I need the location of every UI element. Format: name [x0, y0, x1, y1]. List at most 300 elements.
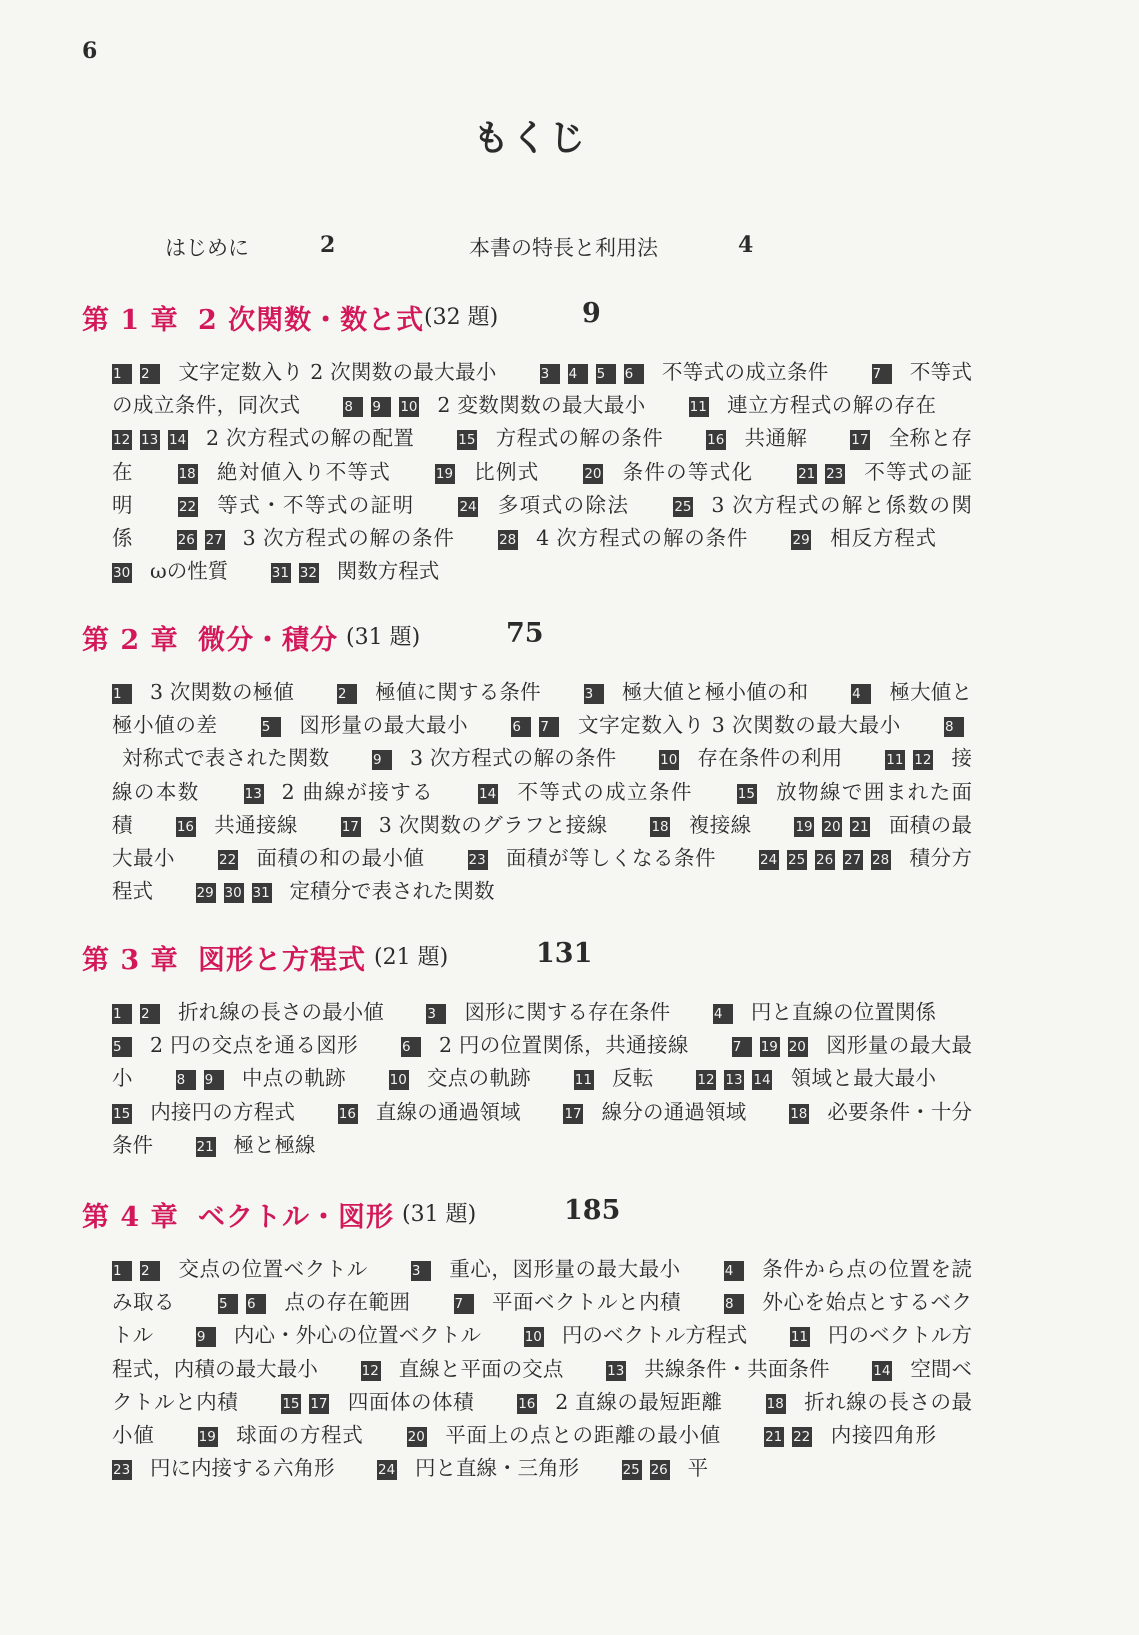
- chapter-problem-count: (32 題): [424, 305, 499, 330]
- problem-number-badge: 22: [219, 852, 237, 869]
- problem-numbers: [872, 360, 900, 384]
- problem-number-badge: 16: [707, 432, 725, 449]
- problem-numbers: [540, 360, 652, 384]
- problem-number-badge: 4: [851, 684, 871, 704]
- entry-title: 対称式で表された関数: [122, 746, 330, 771]
- entry-title: 放物線で囲まれた面積: [112, 779, 972, 837]
- problem-numbers: [377, 1456, 405, 1480]
- problem-number-badge: 7: [539, 717, 559, 737]
- problem-numbers: [724, 1257, 752, 1281]
- toc-entry[interactable]: [791, 526, 972, 550]
- entry-title: 平面ベクトルと内積: [491, 1290, 681, 1315]
- entry-title: 相反方程式: [829, 526, 936, 551]
- entry-title: 平: [687, 1456, 709, 1481]
- toc-entry[interactable]: [411, 1257, 717, 1281]
- problem-number-badge: 6: [246, 1294, 266, 1314]
- chapter-entries: [112, 996, 972, 1162]
- problem-number-badge: 22: [178, 498, 197, 515]
- toc-entry[interactable]: [112, 680, 330, 704]
- entry-title: 不等式の証明: [112, 459, 972, 517]
- front-matter-label[interactable]: はじめに: [165, 236, 249, 260]
- toc-entry[interactable]: [112, 1257, 404, 1281]
- problem-number-badge: 25: [622, 1462, 640, 1479]
- problem-numbers: [673, 493, 701, 517]
- problem-numbers: [196, 879, 280, 903]
- problem-number-badge: 3: [426, 1004, 446, 1024]
- problem-numbers: [706, 426, 734, 450]
- problem-number-badge: 1: [112, 364, 132, 384]
- entry-title: 反転: [611, 1066, 654, 1091]
- entry-title: 絶対値入り不等式: [215, 459, 392, 484]
- problem-numbers: [112, 1100, 140, 1124]
- entry-title: 条件から点の位置を読み取る: [112, 1257, 972, 1315]
- problem-number-badge: 19: [198, 1429, 216, 1446]
- toc-entry[interactable]: [389, 1066, 567, 1090]
- problem-numbers: [689, 393, 717, 417]
- toc-entry[interactable]: [178, 460, 428, 484]
- toc-entry[interactable]: [457, 426, 699, 450]
- problem-number-badge: 11: [790, 1329, 809, 1346]
- chapter-title: 微分・積分: [198, 625, 338, 656]
- chapter-page: 75: [506, 618, 544, 649]
- problem-numbers: [794, 813, 878, 837]
- entry-title: 四面体の体積: [347, 1389, 475, 1414]
- problem-number-badge: 19: [760, 1039, 778, 1056]
- entry-title: 3 次方程式の解の条件: [410, 746, 617, 771]
- toc-entry[interactable]: [426, 1000, 706, 1024]
- entry-title: 4 次方程式の解の条件: [536, 526, 749, 551]
- entry-title: 多項式の除法: [496, 492, 630, 517]
- problem-numbers: [457, 426, 485, 450]
- entry-title: 2 円の交点を通る図形: [150, 1033, 359, 1058]
- problem-number-badge: 17: [310, 1395, 328, 1412]
- entry-title: 定積分で表された関数: [289, 879, 495, 904]
- entry-title: 接線の本数: [112, 746, 972, 804]
- entry-title: 面積の最大最小: [112, 812, 973, 871]
- entry-title: 極値に関する条件: [374, 680, 541, 704]
- chapter-entries: [112, 356, 972, 588]
- problem-numbers: [112, 360, 168, 384]
- toc-entry[interactable]: [511, 713, 937, 737]
- toc-entry[interactable]: [343, 393, 681, 417]
- problem-number-badge: 12: [113, 432, 131, 449]
- problem-number-badge: 5: [261, 717, 281, 737]
- problem-numbers: [198, 1423, 226, 1447]
- problem-number-badge: 12: [361, 1362, 379, 1379]
- front-matter-page: 4: [738, 232, 754, 258]
- problem-numbers: [218, 846, 246, 870]
- problem-numbers: [584, 680, 612, 704]
- problem-numbers: [454, 1290, 482, 1314]
- problem-number-badge: 7: [454, 1294, 474, 1314]
- entry-title: 交点の位置ベクトル: [178, 1257, 368, 1281]
- problem-numbers: [764, 1423, 820, 1447]
- chapter-page: 131: [536, 938, 593, 969]
- problem-number-badge: 15: [458, 432, 476, 449]
- toc-entry[interactable]: [540, 360, 865, 384]
- entry-title: 円と直線の位置関係: [750, 1000, 936, 1024]
- problem-number-badge: 24: [459, 498, 477, 515]
- problem-numbers: [338, 1100, 366, 1124]
- problem-number-badge: 11: [689, 399, 707, 416]
- problem-number-badge: 10: [524, 1329, 542, 1346]
- entry-title: 内接円の方程式: [150, 1099, 296, 1124]
- toc-entry[interactable]: [622, 1456, 745, 1480]
- entry-title: 中点の軌跡: [241, 1066, 346, 1091]
- entry-title: 極大値と極小値の和: [621, 680, 809, 704]
- toc-entry[interactable]: [478, 780, 729, 804]
- problem-numbers: [244, 780, 272, 804]
- problem-number-badge: 25: [674, 498, 692, 515]
- problem-numbers: [944, 713, 972, 737]
- entry-title: 等式・不等式の証明: [215, 492, 415, 517]
- entry-title: 2 直線の最短距離: [555, 1389, 723, 1414]
- problem-numbers: [407, 1423, 435, 1447]
- chapter-entries: [112, 1253, 972, 1485]
- problem-number-badge: 10: [389, 1072, 407, 1089]
- entry-title: 図形に関する存在条件: [464, 1000, 671, 1024]
- toc-entry[interactable]: [401, 1033, 725, 1057]
- problem-number-badge: 7: [732, 1037, 752, 1057]
- problem-number-badge: 7: [872, 364, 892, 384]
- problem-number-badge: 14: [479, 785, 497, 802]
- toc-entry[interactable]: [517, 1390, 758, 1414]
- problem-number-badge: 13: [725, 1072, 743, 1089]
- page-number: 6: [82, 38, 98, 64]
- toc-entry[interactable]: [574, 1066, 690, 1090]
- entry-title: 積分方程式: [112, 846, 972, 904]
- chapter-heading[interactable]: [0, 1195, 1139, 1239]
- chapter-page: 185: [564, 1195, 621, 1226]
- toc-entry[interactable]: [606, 1357, 865, 1381]
- entry-title: 球面の方程式: [235, 1423, 364, 1448]
- chapter-4: [0, 1195, 1139, 1485]
- toc-entry[interactable]: [407, 1423, 757, 1447]
- chapter-page: 9: [582, 298, 601, 329]
- front-matter-page: 2: [320, 232, 336, 258]
- toc-entry[interactable]: [112, 360, 533, 384]
- problem-number-badge: 3: [584, 684, 604, 704]
- problem-number-badge: 31: [271, 565, 289, 582]
- problem-numbers: [112, 1456, 140, 1480]
- chapter-number: 第 4 章: [82, 1202, 179, 1233]
- entry-title: 3 次方程式の解と係数の関係: [112, 492, 972, 551]
- toc-entry[interactable]: [196, 1323, 517, 1347]
- problem-numbers: [478, 780, 506, 804]
- problem-number-badge: 16: [338, 1105, 356, 1122]
- problem-number-badge: 11: [886, 752, 904, 769]
- problem-numbers: [401, 1033, 429, 1057]
- entry-title: 円に内接する六角形: [150, 1456, 335, 1481]
- problem-number-badge: 2: [140, 1261, 160, 1281]
- entry-title: 折れ線の長さの最小値: [178, 1000, 384, 1024]
- chapter-heading[interactable]: [0, 938, 1139, 982]
- problem-number-badge: 18: [790, 1105, 808, 1122]
- entry-title: 2 変数関数の最大最小: [437, 393, 646, 418]
- problem-number-badge: 4: [713, 1004, 733, 1024]
- problem-numbers: [622, 1456, 678, 1480]
- problem-number-badge: 8: [343, 397, 363, 417]
- problem-numbers: [112, 426, 196, 450]
- problem-numbers: [759, 846, 899, 870]
- problem-numbers: [458, 493, 486, 517]
- problem-numbers: [176, 813, 204, 837]
- toc-entry[interactable]: [524, 1323, 783, 1347]
- entry-title: 比例式: [472, 459, 540, 484]
- problem-numbers: [218, 1290, 274, 1314]
- problem-number-badge: 17: [341, 818, 359, 835]
- toc-entry[interactable]: [196, 879, 531, 903]
- entry-title: 方程式の解の条件: [495, 426, 664, 451]
- toc-entry[interactable]: [112, 426, 450, 450]
- toc-entry[interactable]: [454, 1290, 717, 1314]
- entry-title: 存在条件の利用: [697, 746, 843, 771]
- problem-number-badge: 24: [760, 852, 778, 869]
- toc-entry[interactable]: [689, 393, 972, 417]
- toc-entry[interactable]: [764, 1423, 972, 1447]
- problem-number-badge: 14: [873, 1362, 891, 1379]
- chapter-2: [0, 618, 1139, 908]
- problem-number-badge: 22: [793, 1429, 811, 1446]
- problem-numbers: [343, 393, 427, 417]
- problem-number-badge: 28: [499, 532, 517, 549]
- problem-numbers: [650, 813, 678, 837]
- entry-title: 不等式の成立条件，同次式: [112, 360, 973, 418]
- problem-numbers: [696, 1066, 780, 1090]
- problem-number-badge: 9: [196, 1327, 216, 1347]
- toc-entry[interactable]: [112, 1456, 371, 1480]
- problem-number-badge: 10: [400, 399, 418, 416]
- chapter-heading[interactable]: [0, 298, 1139, 342]
- toc-entry[interactable]: [177, 526, 491, 550]
- entry-title: 直線と平面の交点: [398, 1356, 564, 1381]
- toc-entry[interactable]: [584, 680, 845, 704]
- entry-title: 関数方程式: [336, 559, 440, 584]
- entry-title: 共通接線: [213, 812, 298, 837]
- problem-number-badge: 3: [540, 364, 560, 384]
- toc-entry[interactable]: [112, 1000, 420, 1024]
- toc-entry[interactable]: [196, 1133, 352, 1157]
- toc-entry[interactable]: [176, 813, 334, 837]
- toc-entry[interactable]: [112, 559, 264, 583]
- problem-numbers: [281, 1390, 337, 1414]
- problem-numbers: [851, 680, 879, 704]
- toc-entry[interactable]: [112, 1033, 394, 1057]
- toc-entry[interactable]: [458, 493, 665, 517]
- problem-numbers: [498, 526, 526, 550]
- problem-number-badge: 8: [944, 717, 964, 737]
- entry-title: 3 次関数のグラフと接線: [378, 812, 608, 837]
- toc-entry[interactable]: [261, 713, 505, 737]
- problem-number-badge: 25: [788, 852, 806, 869]
- problem-numbers: [341, 813, 369, 837]
- problem-number-badge: 17: [564, 1105, 582, 1122]
- entry-title: 交点の軌跡: [426, 1066, 531, 1091]
- problem-numbers: [372, 746, 400, 770]
- problem-number-badge: 13: [141, 432, 159, 449]
- entry-title: 折れ線の長さの最小値: [112, 1389, 972, 1448]
- entry-title: ωの性質: [150, 559, 229, 584]
- problem-numbers: [872, 1357, 900, 1381]
- problem-number-badge: 31: [252, 885, 270, 902]
- problem-number-badge: 5: [112, 1037, 132, 1057]
- problem-number-badge: 6: [401, 1037, 421, 1057]
- problem-number-badge: 30: [224, 885, 242, 902]
- problem-number-badge: 14: [753, 1072, 771, 1089]
- toc-entry[interactable]: [498, 526, 784, 550]
- problem-numbers: [583, 460, 611, 484]
- toc-entry[interactable]: [244, 780, 470, 804]
- problem-number-badge: 29: [792, 532, 810, 549]
- problem-number-badge: 12: [914, 752, 932, 769]
- problem-numbers: [271, 559, 327, 583]
- problem-number-badge: 9: [204, 1070, 224, 1090]
- entry-title: 面積の和の最小値: [256, 846, 425, 871]
- toc-entry[interactable]: [198, 1423, 400, 1447]
- front-matter-label[interactable]: 本書の特長と利用法: [469, 236, 658, 260]
- toc-entry[interactable]: [696, 1066, 972, 1090]
- chapter-number: 第 1 章: [82, 305, 179, 336]
- toc-entry[interactable]: [341, 813, 644, 837]
- problem-numbers: [659, 746, 687, 770]
- problem-numbers: [435, 460, 463, 484]
- chapter-problem-count: (31 題): [402, 1202, 477, 1227]
- problem-number-badge: 21: [196, 1138, 214, 1155]
- problem-number-badge: 17: [851, 432, 869, 449]
- problem-numbers: [411, 1257, 439, 1281]
- problem-numbers: [389, 1066, 417, 1090]
- problem-number-badge: 13: [244, 785, 262, 802]
- problem-numbers: [112, 559, 140, 583]
- problem-number-badge: 1: [112, 1004, 132, 1024]
- problem-number-badge: 20: [407, 1429, 425, 1446]
- problem-number-badge: 20: [788, 1039, 806, 1056]
- problem-number-badge: 1: [112, 1261, 132, 1281]
- problem-number-badge: 27: [844, 852, 862, 869]
- toc-entry[interactable]: [435, 460, 576, 484]
- entry-title: 点の存在範囲: [284, 1290, 411, 1315]
- toc-entry[interactable]: [176, 1066, 382, 1090]
- problem-number-badge: 19: [435, 465, 454, 482]
- toc-entry[interactable]: [372, 746, 652, 770]
- problem-number-badge: 20: [584, 465, 602, 482]
- toc-entry[interactable]: [337, 680, 577, 704]
- problem-number-badge: 20: [823, 818, 841, 835]
- problem-number-badge: 10: [660, 752, 678, 769]
- problem-number-badge: 19: [795, 818, 813, 835]
- problem-numbers: [724, 1290, 752, 1314]
- entry-title: 2 曲線が接する: [281, 779, 435, 804]
- problem-number-badge: 11: [574, 1072, 592, 1089]
- problem-numbers: [574, 1066, 602, 1090]
- entry-title: 2 次方程式の解の配置: [206, 426, 415, 451]
- toc-entry[interactable]: [468, 846, 752, 870]
- toc-entry[interactable]: [218, 1290, 446, 1314]
- problem-number-badge: 15: [282, 1395, 300, 1412]
- toc-entry[interactable]: [713, 1000, 972, 1024]
- problem-number-badge: 26: [650, 1462, 668, 1479]
- entry-title: 2 円の位置関係，共通接線: [438, 1033, 689, 1058]
- chapter-number: 第 3 章: [82, 945, 179, 976]
- chapter-heading[interactable]: [0, 618, 1139, 662]
- problem-numbers: [196, 1133, 224, 1157]
- toc-entry[interactable]: [650, 813, 787, 837]
- entry-title: 平面上の点との距離の最小値: [444, 1423, 721, 1448]
- entry-title: 円と直線・三角形: [415, 1456, 580, 1481]
- problem-numbers: [606, 1357, 634, 1381]
- problem-numbers: [178, 460, 206, 484]
- entry-title: 領域と最大最小: [790, 1066, 936, 1091]
- problem-numbers: [178, 493, 206, 517]
- entry-title: 空間ベクトルと内積: [112, 1356, 973, 1414]
- toc-entry[interactable]: [706, 426, 843, 450]
- problem-number-badge: 29: [196, 885, 214, 902]
- toc-entry[interactable]: [377, 1456, 615, 1480]
- toc-entry[interactable]: [112, 1100, 331, 1124]
- problem-number-badge: 12: [697, 1072, 715, 1089]
- problem-numbers: [524, 1323, 552, 1347]
- entry-title: 極と極線: [233, 1132, 316, 1157]
- problem-numbers: [468, 846, 496, 870]
- toc-entry[interactable]: [271, 559, 476, 583]
- entry-title: 3 次方程式の解の条件: [242, 526, 455, 551]
- chapter-entries: [112, 676, 972, 908]
- problem-numbers: [177, 526, 233, 550]
- toc-entry[interactable]: [178, 493, 451, 517]
- problem-numbers: [797, 460, 853, 484]
- problem-numbers: [766, 1390, 794, 1414]
- problem-number-badge: 2: [140, 364, 160, 384]
- problem-number-badge: 18: [651, 818, 669, 835]
- toc-entry[interactable]: [361, 1357, 600, 1381]
- problem-numbers: [791, 526, 819, 550]
- problem-numbers: [176, 1066, 232, 1090]
- toc-entry[interactable]: [563, 1100, 782, 1124]
- entry-title: 面積が等しくなる条件: [505, 846, 716, 871]
- toc-entry[interactable]: [659, 746, 878, 770]
- chapter-1: [0, 298, 1139, 588]
- problem-number-badge: 6: [511, 717, 531, 737]
- problem-number-badge: 8: [176, 1070, 196, 1090]
- problem-numbers: [196, 1323, 224, 1347]
- problem-number-badge: 16: [518, 1395, 536, 1412]
- entry-title: 円のベクトル方程式，内積の最大最小: [112, 1323, 973, 1381]
- problem-numbers: [737, 780, 765, 804]
- problem-number-badge: 13: [607, 1362, 625, 1379]
- problem-number-badge: 27: [205, 532, 223, 549]
- problem-number-badge: 9: [372, 750, 392, 770]
- entry-title: 不等式の成立条件: [661, 360, 829, 384]
- problem-number-badge: 28: [872, 852, 890, 869]
- problem-number-badge: 15: [737, 785, 755, 802]
- toc-entry[interactable]: [338, 1100, 557, 1124]
- chapter-problem-count: (31 題): [346, 625, 421, 650]
- toc-entry[interactable]: [281, 1390, 510, 1414]
- toc-entry[interactable]: [583, 460, 789, 484]
- problem-number-badge: 1: [112, 684, 132, 704]
- problem-numbers: [426, 1000, 454, 1024]
- problem-number-badge: 18: [178, 465, 196, 482]
- entry-title: 必要条件・十分条件: [112, 1099, 973, 1157]
- problem-number-badge: 4: [724, 1261, 744, 1281]
- problem-numbers: [112, 1000, 168, 1024]
- problem-number-badge: 9: [371, 397, 391, 417]
- problem-number-badge: 26: [816, 852, 834, 869]
- entry-title: 複接線: [688, 812, 752, 837]
- toc-entry[interactable]: [218, 846, 460, 870]
- problem-numbers: [885, 746, 941, 770]
- entry-title: 文字定数入り 3 次関数の最大最小: [577, 713, 901, 738]
